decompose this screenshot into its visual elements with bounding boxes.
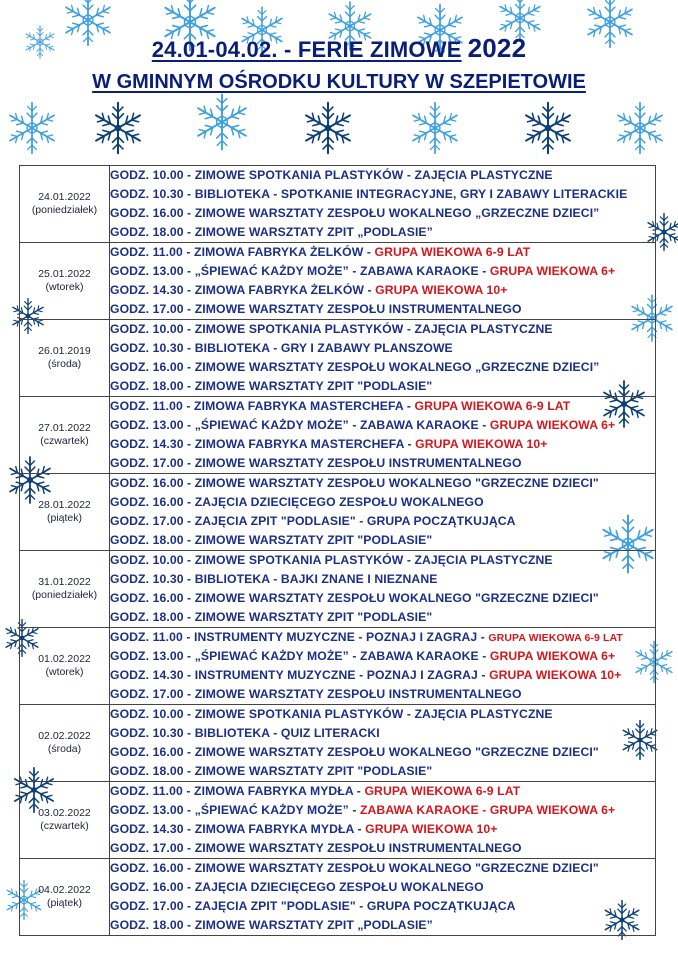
event-line: [110, 916, 655, 935]
event-line: [110, 339, 655, 358]
event-text: GODZ. 18.00 - ZIMOWE WARSZTATY ZPIT "PODLASIE": [110, 764, 433, 778]
schedule-row: [20, 166, 656, 243]
event-text: GODZ. 16.00 - ZIMOWE WARSZTATY ZESPOŁU WOKALNEGO „GRZECZNE DZIECI”: [110, 360, 600, 374]
event-name: FERIE ZIMOWE: [297, 37, 462, 62]
event-text: GODZ. 18.00 - ZIMOWE WARSZTATY ZPIT "PODLASIE": [110, 379, 433, 393]
event-text: GODZ. 18.00 - ZIMOWE WARSZTATY ZPIT „PODLASIE”: [110, 225, 433, 239]
event-line: [110, 204, 655, 223]
event-text: GODZ. 17.00 - ZIMOWE WARSZTATY ZESPOŁU INSTRUMENTALNEGO: [110, 687, 522, 701]
schedule-row: [20, 705, 656, 782]
day-weekday: (poniedziałek): [31, 589, 98, 601]
snowflake-icon: [93, 103, 142, 154]
day-cell: [20, 859, 110, 936]
day-weekday: (piątek): [46, 512, 82, 524]
event-text: GODZ. 11.00 - ZIMOWA FABRYKA MYDŁA -: [110, 784, 365, 798]
event-text: GODZ. 10.00 - ZIMOWE SPOTKANIA PLASTYKÓW - ZAJĘCIA PLASTYCZNE: [110, 168, 553, 182]
event-text: GODZ. 17.00 - ZAJĘCIA ZPIT "PODLASIE" - GRUPA POCZĄTKUJĄCA: [110, 899, 516, 913]
event-text: GODZ. 17.00 - ZIMOWE WARSZTATY ZESPOŁU INSTRUMENTALNEGO: [110, 841, 522, 855]
age-group-label: ZABAWA KARAOKE - GRUPA WIEKOWA 6+: [359, 803, 616, 817]
event-line: [110, 820, 655, 839]
event-text: GODZ. 17.00 - ZIMOWE WARSZTATY ZESPOŁU INSTRUMENTALNEGO: [110, 456, 522, 470]
event-text: GODZ. 17.00 - ZAJĘCIA ZPIT "PODLASIE" - GRUPA POCZĄTKUJĄCA: [110, 514, 516, 528]
events-cell: [110, 705, 656, 782]
age-group-label: GRUPA WIEKOWA 6-9 LAT: [374, 245, 531, 259]
schedule-row: [20, 782, 656, 859]
day-date: 01.02.2022: [38, 653, 91, 665]
schedule-row: [20, 474, 656, 551]
event-text: GODZ. 10.30 - BIBLIOTEKA - BAJKI ZNANE I NIEZNANE: [110, 572, 438, 586]
event-text: GODZ. 14.30 - INSTRUMENTY MUZYCZNE - POZNAJ I ZAGRAJ -: [110, 668, 490, 682]
schedule-row: [20, 628, 656, 705]
event-text: GODZ. 16.00 - ZIMOWE WARSZTATY ZESPOŁU WOKALNEGO "GRZECZNE DZIECI": [110, 591, 599, 605]
event-text: GODZ. 10.00 - ZIMOWE SPOTKANIA PLASTYKÓW - ZAJĘCIA PLASTYCZNE: [110, 553, 553, 567]
day-cell: [20, 628, 110, 705]
event-text: GODZ. 11.00 - ZIMOWA FABRYKA MASTERCHEFA -: [110, 399, 415, 413]
event-line: [110, 166, 655, 185]
event-line: [110, 839, 655, 858]
event-line: [110, 685, 655, 704]
event-line: [110, 397, 655, 416]
snowflake-icon: [8, 103, 57, 154]
day-weekday: (poniedziałek): [31, 204, 98, 216]
day-cell: [20, 782, 110, 859]
event-line: [110, 801, 655, 820]
schedule-row: [20, 859, 656, 936]
day-weekday: (czwartek): [40, 435, 89, 447]
title-separator: -: [284, 37, 292, 62]
day-weekday: (wtorek): [45, 666, 84, 678]
venue-name: W GMINNYM OŚRODKU KULTURY W SZEPIETOWIE: [92, 71, 586, 93]
age-group-label: GRUPA WIEKOWA 6+: [489, 264, 616, 278]
event-line: [110, 512, 655, 531]
day-weekday: (czwartek): [40, 820, 89, 832]
event-text: GODZ. 10.30 - BIBLIOTEKA - GRY I ZABAWY PLANSZOWE: [110, 341, 453, 355]
event-line: [110, 551, 655, 570]
event-text: GODZ. 17.00 - ZIMOWE WARSZTATY ZESPOŁU INSTRUMENTALNEGO: [110, 302, 522, 316]
event-text: GODZ. 16.00 - ZIMOWE WARSZTATY ZESPOŁU WOKALNEGO „GRZECZNE DZIECI”: [110, 206, 600, 220]
schedule-table: [19, 165, 656, 936]
day-date: 27.01.2022: [38, 422, 91, 434]
event-line: [110, 570, 655, 589]
event-text: GODZ. 16.00 - ZIMOWE WARSZTATY ZESPOŁU WOKALNEGO "GRZECZNE DZIECI": [110, 745, 599, 759]
age-group-label: GRUPA WIEKOWA 6+: [489, 649, 616, 663]
day-date: 28.01.2022: [38, 499, 91, 511]
age-group-label: GRUPA WIEKOWA 10+: [375, 283, 508, 297]
event-line: [110, 243, 655, 262]
event-line: [110, 705, 655, 724]
events-cell: [110, 628, 656, 705]
event-line: [110, 531, 655, 550]
event-line: [110, 185, 655, 204]
snowflake-icon: [616, 103, 665, 154]
page-subtitle: [0, 71, 678, 94]
event-line: [110, 589, 655, 608]
event-line: [110, 782, 655, 801]
event-text: GODZ. 16.00 - ZIMOWE WARSZTATY ZESPOŁU WOKALNEGO "GRZECZNE DZIECI": [110, 476, 599, 490]
event-line: [110, 743, 655, 762]
day-cell: [20, 166, 110, 243]
day-cell: [20, 243, 110, 320]
day-cell: [20, 474, 110, 551]
event-line: [110, 262, 655, 281]
day-date: 24.01.2022: [38, 191, 91, 203]
snowflake-icon: [411, 103, 460, 154]
event-line: [110, 454, 655, 473]
event-line: [110, 435, 655, 454]
event-text: GODZ. 10.00 - ZIMOWE SPOTKANIA PLASTYKÓW - ZAJĘCIA PLASTYCZNE: [110, 322, 553, 336]
events-cell: [110, 320, 656, 397]
day-weekday: (wtorek): [45, 281, 84, 293]
age-group-label: GRUPA WIEKOWA 10+: [415, 437, 548, 451]
event-line: [110, 608, 655, 627]
day-date: 25.01.2022: [38, 268, 91, 280]
day-date: 03.02.2022: [38, 807, 91, 819]
event-line: [110, 647, 655, 666]
event-text: GODZ. 10.00 - ZIMOWE SPOTKANIA PLASTYKÓW - ZAJĘCIA PLASTYCZNE: [110, 707, 553, 721]
event-text: GODZ. 11.00 - INSTRUMENTY MUZYCZNE - POZNAJ I ZAGRAJ -: [110, 630, 489, 644]
event-text: GODZ. 13.00 - „ŚPIEWAĆ KAŻDY MOŻE” - ZABAWA KARAOKE -: [110, 649, 490, 663]
event-text: GODZ. 13.00 - „ŚPIEWAĆ KAŻDY MOŻE” - ZABAWA KARAOKE -: [110, 418, 490, 432]
event-line: [110, 377, 655, 396]
age-group-label: GRUPA WIEKOWA 6-9 LAT: [364, 784, 521, 798]
event-line: [110, 724, 655, 743]
event-line: [110, 859, 655, 878]
event-line: [110, 416, 655, 435]
schedule-row: [20, 551, 656, 628]
events-cell: [110, 551, 656, 628]
day-weekday: (środa): [47, 743, 82, 755]
event-text: GODZ. 11.00 - ZIMOWA FABRYKA ŻELKÓW -: [110, 245, 375, 259]
snowflake-icon: [195, 94, 248, 149]
event-line: [110, 223, 655, 242]
event-line: [110, 474, 655, 493]
snowflake-icon: [303, 103, 352, 154]
events-cell: [110, 397, 656, 474]
event-text: GODZ. 10.30 - BIBLIOTEKA - SPOTKANIE INTEGRACYJNE, GRY I ZABAWY LITERACKIE: [110, 187, 628, 201]
event-text: GODZ. 16.00 - ZAJĘCIA DZIECIĘCEGO ZESPOŁU WOKALNEGO: [110, 495, 484, 509]
page-title: [0, 33, 678, 64]
day-date: 02.02.2022: [38, 730, 91, 742]
event-text: GODZ. 16.00 - ZIMOWE WARSZTATY ZESPOŁU WOKALNEGO "GRZECZNE DZIECI": [110, 861, 599, 875]
events-cell: [110, 859, 656, 936]
event-line: [110, 493, 655, 512]
event-text: GODZ. 18.00 - ZIMOWE WARSZTATY ZPIT „PODLASIE”: [110, 918, 433, 932]
day-date: 26.01.2019: [38, 345, 91, 357]
snowflake-icon: [523, 103, 572, 154]
schedule-row: [20, 397, 656, 474]
schedule-row: [20, 243, 656, 320]
event-line: [110, 878, 655, 897]
schedule-row: [20, 320, 656, 397]
age-group-label: GRUPA WIEKOWA 6-9 LAT: [414, 399, 571, 413]
event-text: GODZ. 14.30 - ZIMOWA FABRYKA ŻELKÓW -: [110, 283, 376, 297]
event-line: [110, 897, 655, 916]
event-text: GODZ. 13.00 - „ŚPIEWAĆ KAŻDY MOŻE” - ZABAWA KARAOKE -: [110, 264, 490, 278]
event-text: GODZ. 16.00 - ZAJĘCIA DZIECIĘCEGO ZESPOŁU WOKALNEGO: [110, 880, 484, 894]
day-cell: [20, 705, 110, 782]
event-text: GODZ. 10.30 - BIBLIOTEKA - QUIZ LITERACKI: [110, 726, 380, 740]
age-group-label: GRUPA WIEKOWA 6-9 LAT: [488, 632, 623, 644]
day-cell: [20, 320, 110, 397]
day-weekday: (piątek): [46, 897, 82, 909]
event-year: 2022: [467, 33, 527, 63]
day-date: 31.01.2022: [38, 576, 91, 588]
event-text: GODZ. 13.00 - „ŚPIEWAĆ KAŻDY MOŻE” -: [110, 803, 360, 817]
event-text: GODZ. 18.00 - ZIMOWE WARSZTATY ZPIT "PODLASIE": [110, 533, 433, 547]
event-line: [110, 320, 655, 339]
age-group-label: GRUPA WIEKOWA 6+: [489, 418, 616, 432]
event-line: [110, 666, 655, 685]
age-group-label: GRUPA WIEKOWA 10+: [489, 668, 622, 682]
event-text: GODZ. 18.00 - ZIMOWE WARSZTATY ZPIT "PODLASIE": [110, 610, 433, 624]
event-line: [110, 281, 655, 300]
age-group-label: GRUPA WIEKOWA 10+: [365, 822, 498, 836]
events-cell: [110, 166, 656, 243]
event-text: GODZ. 14.30 - ZIMOWA FABRYKA MASTERCHEFA -: [110, 437, 416, 451]
day-cell: [20, 551, 110, 628]
events-cell: [110, 474, 656, 551]
event-line: [110, 762, 655, 781]
event-text: GODZ. 14.30 - ZIMOWA FABRYKA MYDŁA -: [110, 822, 366, 836]
date-range: 24.01-04.02.: [151, 37, 278, 62]
day-date: 04.02.2022: [38, 884, 91, 896]
events-cell: [110, 243, 656, 320]
day-weekday: (środa): [47, 358, 82, 370]
event-line: [110, 628, 655, 647]
events-cell: [110, 782, 656, 859]
day-cell: [20, 397, 110, 474]
event-line: [110, 300, 655, 319]
event-line: [110, 358, 655, 377]
